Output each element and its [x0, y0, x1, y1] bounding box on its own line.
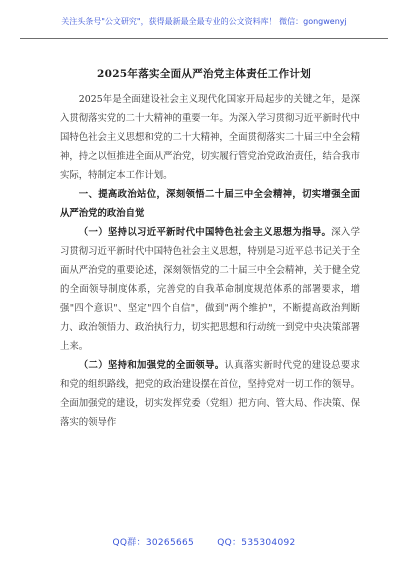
header-divider	[20, 38, 388, 39]
qq-group: QQ群：30265665	[112, 538, 195, 548]
document-body	[60, 90, 360, 432]
intro-paragraph: 2025年是全面建设社会主义现代化国家开局起步的关键之年，是深入贯彻落实党的二十大精神的重要一年。为深入学习贯彻习近平新时代中国特色社会主义思想和党的二十大精神，全面贯彻落实二十届三中全会精神，持之以恒推进全面从严治党，切实履行管党治党政治责任，结合我市实际，特制定本工作计划。	[60, 94, 361, 181]
section-heading: 一、提高政治站位，深刻领悟二十届三中全会精神，切实增强全面从严治党的政治自觉	[60, 189, 360, 219]
qq-number: QQ：535304092	[217, 538, 296, 548]
subsection-paragraph	[60, 223, 360, 356]
promo-banner: 关注头条号"公文研究"，获得最新最全最专业的公文资料库！ 微信：gongwenyj	[61, 17, 347, 26]
document-title: 2025年落实全面从严治党主体责任工作计划	[96, 68, 312, 80]
footer-contacts	[0, 535, 408, 548]
subsection-paragraph	[60, 356, 360, 432]
subsection-text: 认真落实新时代党的建设总要求和党的组织路线，把党的政治建设摆在首位，坚持党对一切工作的领导。全面加强党的建设，切实发挥党委（党组）把方向、管大局、作决策、保落实的领导作	[60, 360, 361, 428]
subsection-heading: （二）坚持和加强党的全面领导。	[78, 360, 225, 371]
subsection-text: 深入学习贯彻习近平新时代中国特色社会主义思想，特别是习近平总书记关于全面从严治党的重要论述，深刻领悟党的二十届三中全会精神，关于健全党的全面领导制度体系，完善党的自我革命制度规范体系的部署要求，增强"四个意识"、坚定"四个自信"，做到"两个维护"，不断提高政治判断力、政治领悟力、政治执行力，切实把思想和行动统一到党中央决策部署上来。	[60, 227, 361, 352]
subsection-heading: （一）坚持以习近平新时代中国特色社会主义思想为指导。	[78, 227, 332, 238]
